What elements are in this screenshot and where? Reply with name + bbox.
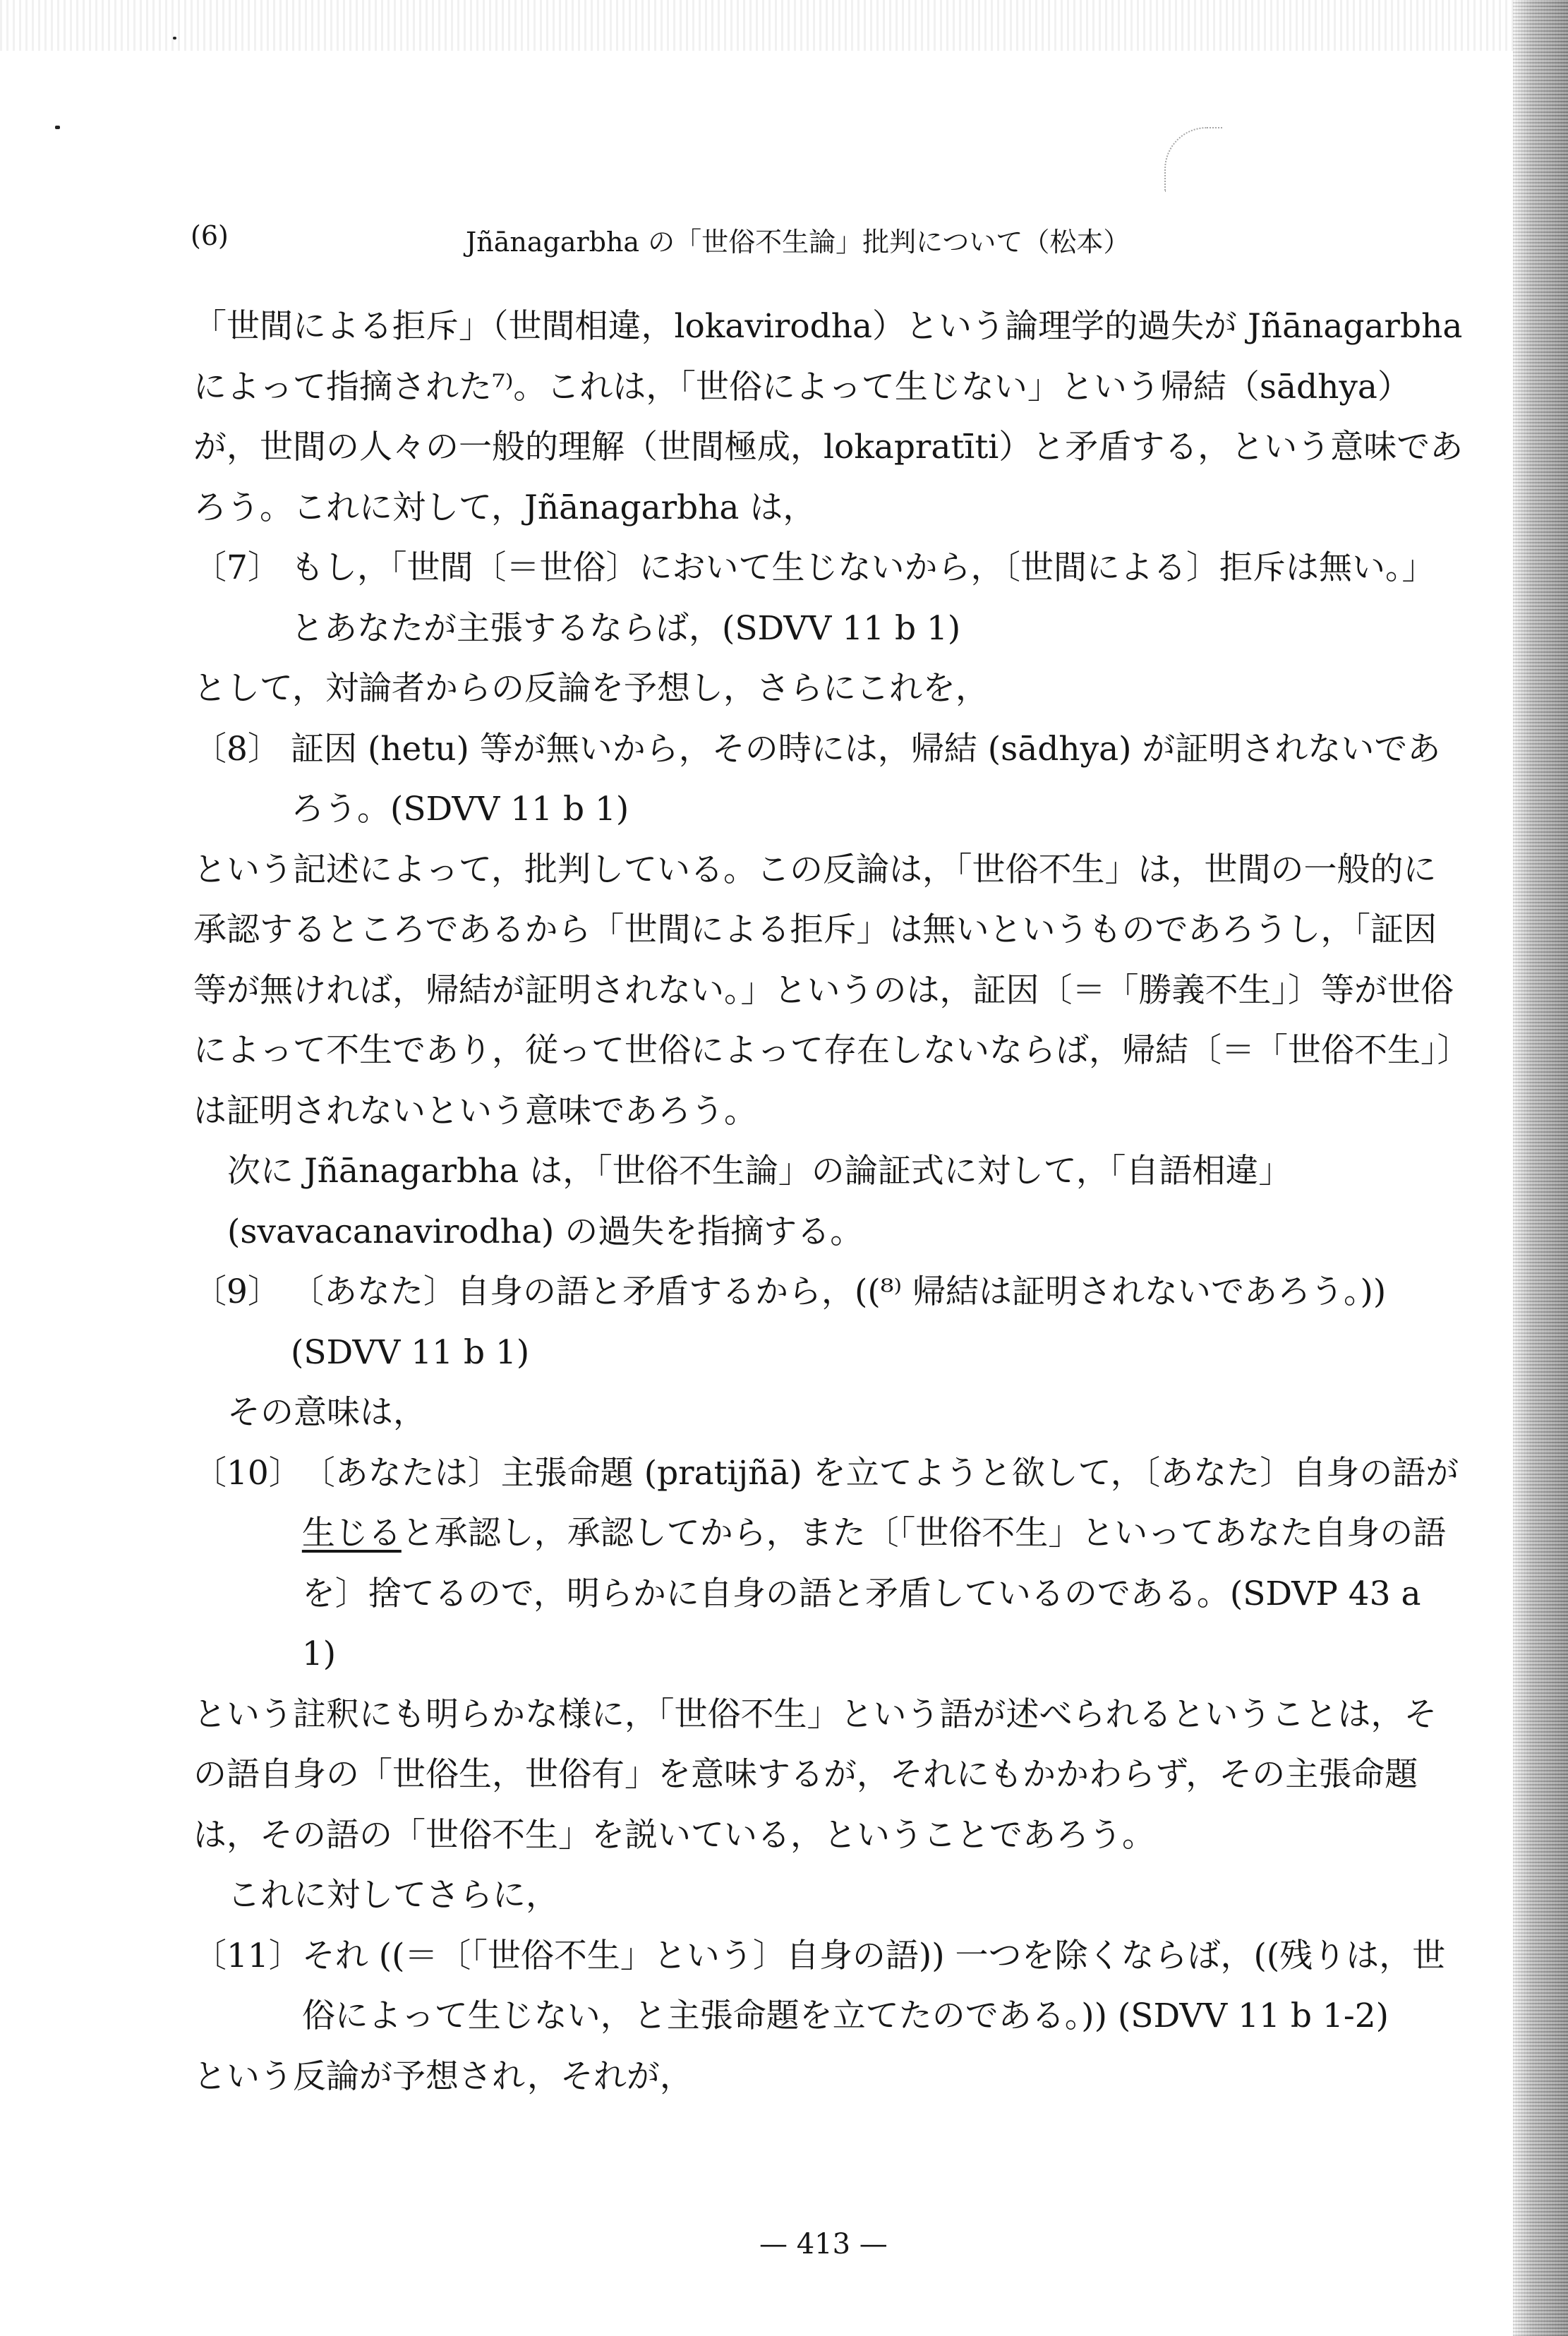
quote-text: もし，「世間〔＝世俗〕において生じないから，〔世間による〕拒斥は無い。」とあなたが主張するならば，(SDVV 11 b 1)	[291, 548, 1435, 648]
quote-label: 〔11〕	[193, 1936, 302, 1975]
paragraph: という記述によって，批判している。この反論は，「世俗不生」は，世間の一般的に承認するところであるから「世間による拒斥」は無いというものであろうし，「証因等が無ければ，帰結が証明されない。」というのは，証因〔＝「勝義不生」〕等が世俗によって不生であり，従って世俗によって存在しないならば，帰結〔＝「世俗不生」〕は証明されないという意味であろう。	[193, 850, 1454, 1131]
scan-top-noise	[0, 0, 1568, 51]
quote-text-part: と承認し，承認してから，また〔「世俗不生」といってあなた自身の語を〕捨てるので，明らかに自身の語と矛盾しているのである。(SDVP 43 a 1)	[301, 1514, 1447, 1673]
scan-speck	[55, 126, 60, 129]
scan-mark	[1164, 127, 1222, 192]
paragraph: これに対してさらに，	[227, 1876, 559, 1915]
paragraph: として，対論者からの反論を予想し，さらにこれを，	[193, 669, 989, 708]
scan-speck	[173, 37, 176, 40]
quote-9	[193, 1262, 1464, 1383]
quote-8	[193, 719, 1464, 840]
footer-page-number: — 413 —	[759, 2228, 888, 2260]
quote-label: 〔9〕	[193, 1272, 281, 1311]
quote-10	[193, 1443, 1464, 1685]
running-title: Jñānagarbha の「世俗不生論」批判について（松本）	[466, 227, 1130, 258]
paragraph: その意味は，	[227, 1393, 426, 1432]
quote-7	[193, 538, 1464, 658]
quote-text	[302, 1443, 1464, 1685]
header-page-number: (6)	[191, 220, 229, 251]
scan-binding-edge	[1513, 0, 1568, 2336]
quote-label: 〔7〕	[193, 548, 281, 587]
paragraph: という註釈にも明らかな様に，「世俗不生」という語が述べられるということは，その語自身の「世俗生，世俗有」を意味するが，それにもかかわらず，その主張命題は，その語の「世俗不生」を説いている，ということであろう。	[193, 1694, 1437, 1855]
quote-label: 〔10〕	[193, 1453, 302, 1493]
body-text	[193, 296, 1464, 2107]
paragraph: 次に Jñānagarbha は，「世俗不生論」の論証式に対して，「自語相違」(svavacanavirodha) の過失を指摘する。	[227, 1152, 1292, 1251]
paragraph: 「世間による拒斥」（世間相違，lokavirodha）という論理学的過失が Jñānagarbha によって指摘された⁷⁾。これは，「世俗によって生じない」という帰結（sādhya）が，世間の人々の一般的理解（世間極成，lokapratīti）と矛盾する，という意味であろう。これに対して，Jñānagarbha は，	[193, 307, 1464, 527]
quote-text: 証因 (hetu) 等が無いから，その時には，帰結 (sādhya) が証明されないであろう。(SDVV 11 b 1)	[291, 729, 1441, 829]
quote-text-part: 〔あなたは〕主張命題 (pratijñā) を立てようと欲して，〔あなた〕自身の語が	[301, 1453, 1459, 1493]
quote-text: 〔あなた〕自身の語と矛盾するから，((⁸⁾ 帰結は証明されないであろう。)) (SDVV 11 b 1)	[291, 1272, 1387, 1372]
quote-label: 〔8〕	[193, 729, 281, 769]
underlined-term: 生じる	[301, 1514, 402, 1553]
quote-11	[193, 1926, 1464, 2047]
paragraph: という反論が予想され，それが，	[193, 2057, 693, 2096]
quote-text: それ ((＝〔「世俗不生」という〕自身の語)) 一つを除くならば，((残りは，世俗によって生じない，と主張命題を立てたのである。)) (SDVV 11 b 1-2)	[301, 1936, 1446, 2035]
